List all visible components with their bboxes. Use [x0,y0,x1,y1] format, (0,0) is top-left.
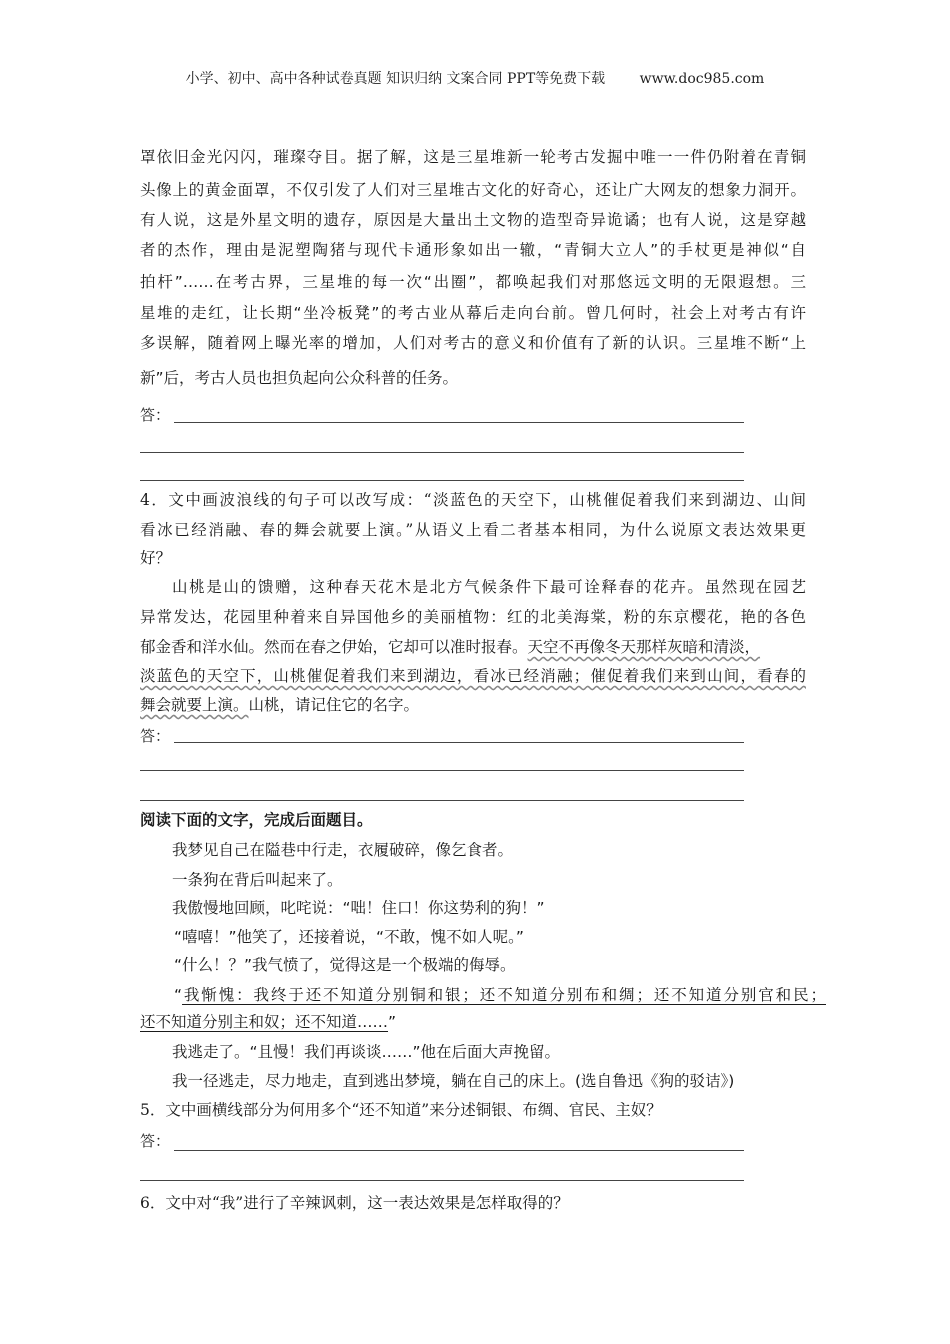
passage2-text: 山桃，请记住它的名字。 [248,696,420,714]
question-6: 6．文中对“我”进行了辛辣讽刺，这一表达效果是怎样取得的？ [140,1194,569,1212]
wavy-underlined-sentence: 舞会就要上演。 [140,696,249,714]
header-url: www.doc985.com [639,71,765,87]
question-4-line: 4．文中画波浪线的句子可以改写成：“淡蓝色的天空下，山桃催促着我们来到湖边、山间 [140,491,806,509]
story-paragraph: 我逃走了。“且慢！我们再谈谈……”他在后面大声挽留。 [172,1043,561,1061]
question-4-line: 看冰已经消融、春的舞会就要上演。”从语义上看二者基本相同，为什么说原文表达效果更 [140,521,806,539]
answer-line[interactable] [140,800,744,801]
answer-label: 答： [140,406,171,424]
story-paragraph: 我梦见自己在隘巷中行走，衣履破碎，像乞食者。 [172,841,514,859]
story-paragraph [174,985,826,1005]
passage2-text: 郁金香和洋水仙。然而在春之伊始，它却可以准时报春。 [140,638,528,656]
answer-line[interactable] [174,422,744,423]
passage1-line: 头像上的黄金面罩，不仅引发了人们对三星堆古文化的好奇心，还让广大网友的想象力洞开。 [140,181,806,199]
answer-line[interactable] [140,480,744,481]
story-paragraph: 我傲慢地回顾，叱咤说：“咄！住口！你这势利的狗！” [172,899,545,917]
passage1-line: 罩依旧金光闪闪，璀璨夺目。据了解，这是三星堆新一轮考古发掘中唯一一件仍附着在青铜 [140,148,806,166]
section-instruction: 阅读下面的文字，完成后面题目。 [140,811,373,829]
passage1-line: 新”后，考古人员也担负起向公众科普的任务。 [140,369,459,387]
question-5: 5．文中画横线部分为何用多个“还不知道”来分述铜银、布绸、官民、主奴？ [140,1101,662,1119]
wavy-underlined-sentence: 淡蓝色的天空下，山桃催促着我们来到湖边，看冰已经消融；催促着我们来到山间，看春的 [140,667,806,685]
answer-line[interactable] [140,1180,744,1181]
answer-label: 答： [140,727,171,745]
answer-line[interactable] [174,742,744,743]
story-paragraph: “嘻嘻！”他笑了，还接着说，“不敢，愧不如人呢。” [174,928,524,946]
passage2-line: 异常发达，花园里种着来自异国他乡的美丽植物：红的北美海棠，粉的东京樱花，艳的各色 [140,608,806,626]
story-paragraph: 一条狗在背后叫起来了。 [172,871,343,889]
passage1-line: 多误解，随着网上曝光率的增加，人们对考古的意义和价值有了新的认识。三星堆不断“上 [140,334,806,352]
passage1-line: 拍杆”……在考古界，三星堆的每一次“出圈”，都唤起我们对那悠远文明的无限遐想。三 [140,273,806,291]
page-header [0,68,950,88]
passage2-line: 山桃是山的馈赠，这种春天花木是北方气候条件下最可诠释春的花卉。虽然现在园艺 [172,578,806,596]
answer-label: 答： [140,1132,171,1150]
underlined-sentence: 还不知道分别主和奴；还不知道…… [140,1013,389,1031]
passage2-line [140,695,806,715]
quote-mark: ” [388,1013,397,1031]
answer-line[interactable] [140,770,744,771]
passage1-line: 有人说，这是外星文明的遗存，原因是大量出土文物的造型奇异诡谲；也有人说，这是穿越 [140,211,806,229]
story-paragraph: 我一径逃走，尽力地走，直到逃出梦境，躺在自己的床上。(选自鲁迅《狗的驳诘》) [172,1072,735,1090]
quote-mark: “ [174,986,183,1004]
answer-line[interactable] [174,1150,744,1151]
wavy-underlined-sentence: 天空不再像冬天那样灰暗和清淡， [527,638,761,656]
question-4-line: 好？ [140,549,172,567]
passage1-line: 者的杰作，理由是泥塑陶猪与现代卡通形象如出一辙，“青铜大立人”的手杖更是神似“自 [140,241,806,259]
header-text: 小学、初中、高中各种试卷真题 知识归纳 文案合同 PPT等免费下载 [185,71,606,87]
passage1-line: 星堆的走红，让长期“坐冷板凳”的考古业从幕后走向台前。曾几何时，社会上对考古有许 [140,304,806,322]
story-paragraph [140,1012,806,1032]
answer-line[interactable] [140,452,744,453]
story-paragraph: “什么！？”我气愤了，觉得这是一个极端的侮辱。 [174,956,516,974]
passage2-line [140,637,806,657]
underlined-sentence: 我惭愧：我终于还不知道分别铜和银；还不知道分别布和绸；还不知道分别官和民； [182,986,826,1004]
